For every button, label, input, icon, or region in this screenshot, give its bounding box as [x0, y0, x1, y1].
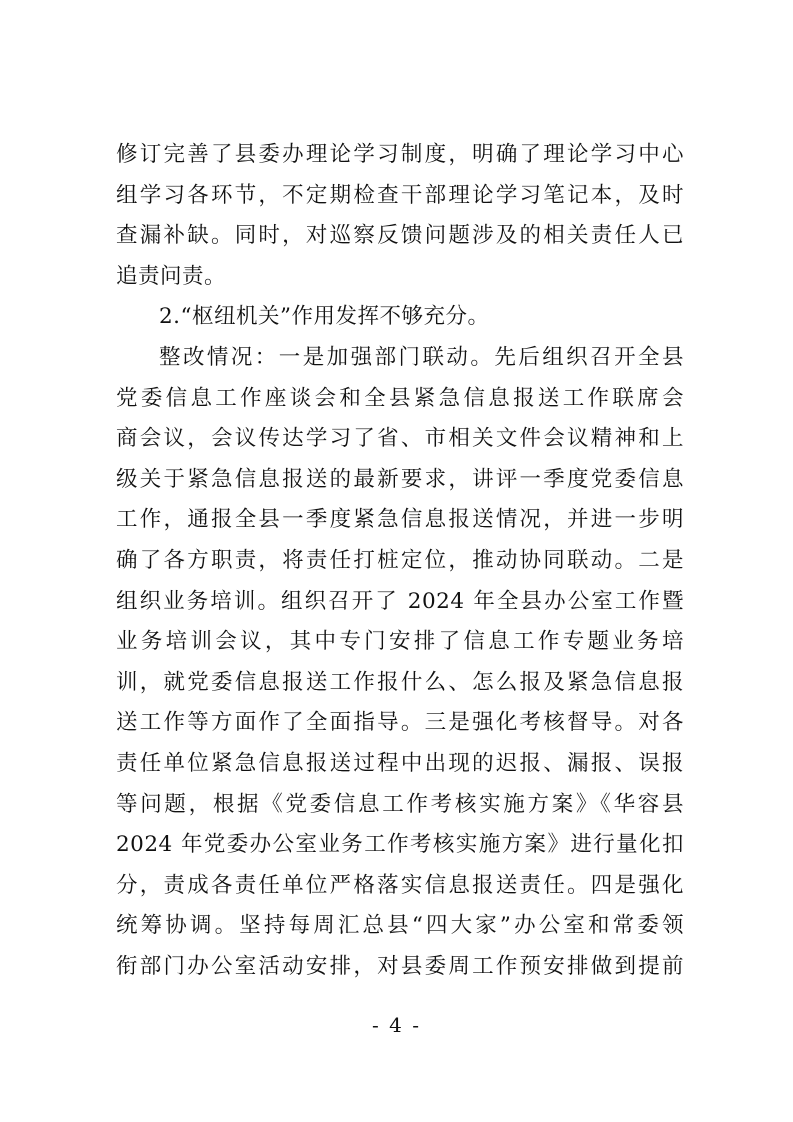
text-line: 党委信息工作座谈会和全县紧急信息报送工作联席会	[116, 385, 684, 411]
text-line: 业务培训会议，其中专门安排了信息工作专题业务培	[116, 629, 684, 655]
text-line: 责任单位紧急信息报送过程中出现的迟报、漏报、误报	[116, 750, 684, 776]
text-line: 送工作等方面作了全面指导。三是强化考核督导。对各	[116, 710, 684, 736]
text-line: 追责问责。	[116, 263, 227, 289]
text-line: 查漏补缺。同时，对巡察反馈问题涉及的相关责任人已	[116, 223, 684, 249]
text-line: 修订完善了县委办理论学习制度，明确了理论学习中心	[116, 142, 684, 167]
text-line: 分，责成各责任单位严格落实信息报送责任。四是强化	[116, 872, 684, 898]
text-line: 组学习各环节，不定期检查干部理论学习笔记本，及时	[116, 182, 684, 208]
text-line: 级关于紧急信息报送的最新要求，讲评一季度党委信息	[116, 466, 684, 492]
text-line: 统筹协调。坚持每周汇总县“四大家”办公室和常委领	[116, 913, 684, 939]
document-body	[116, 135, 684, 987]
text-line: 商会议，会议传达学习了省、市相关文件会议精神和上	[116, 426, 684, 452]
text-line: 确了各方职责，将责任打桩定位，推动协同联动。二是	[116, 547, 684, 573]
text-line: 衔部门办公室活动安排，对县委周工作预安排做到提前	[116, 953, 684, 979]
text-line: 组织业务培训。组织召开了 2024 年全县办公室工作暨	[116, 588, 684, 614]
page-number: - 4 -	[372, 1013, 421, 1037]
text-line: 整改情况：一是加强部门联动。先后组织召开全县	[159, 344, 684, 370]
text-line: 2024 年党委办公室业务工作考核实施方案》进行量化扣	[116, 832, 684, 858]
text-line: 等问题，根据《党委信息工作考核实施方案》《华容县	[116, 791, 684, 817]
text-line: 训，就党委信息报送工作报什么、怎么报及紧急信息报	[116, 669, 684, 695]
section-heading: 2.“枢纽机关”作用发挥不够充分。	[159, 304, 490, 330]
text-line: 工作，通报全县一季度紧急信息报送情况，并进一步明	[116, 507, 684, 533]
